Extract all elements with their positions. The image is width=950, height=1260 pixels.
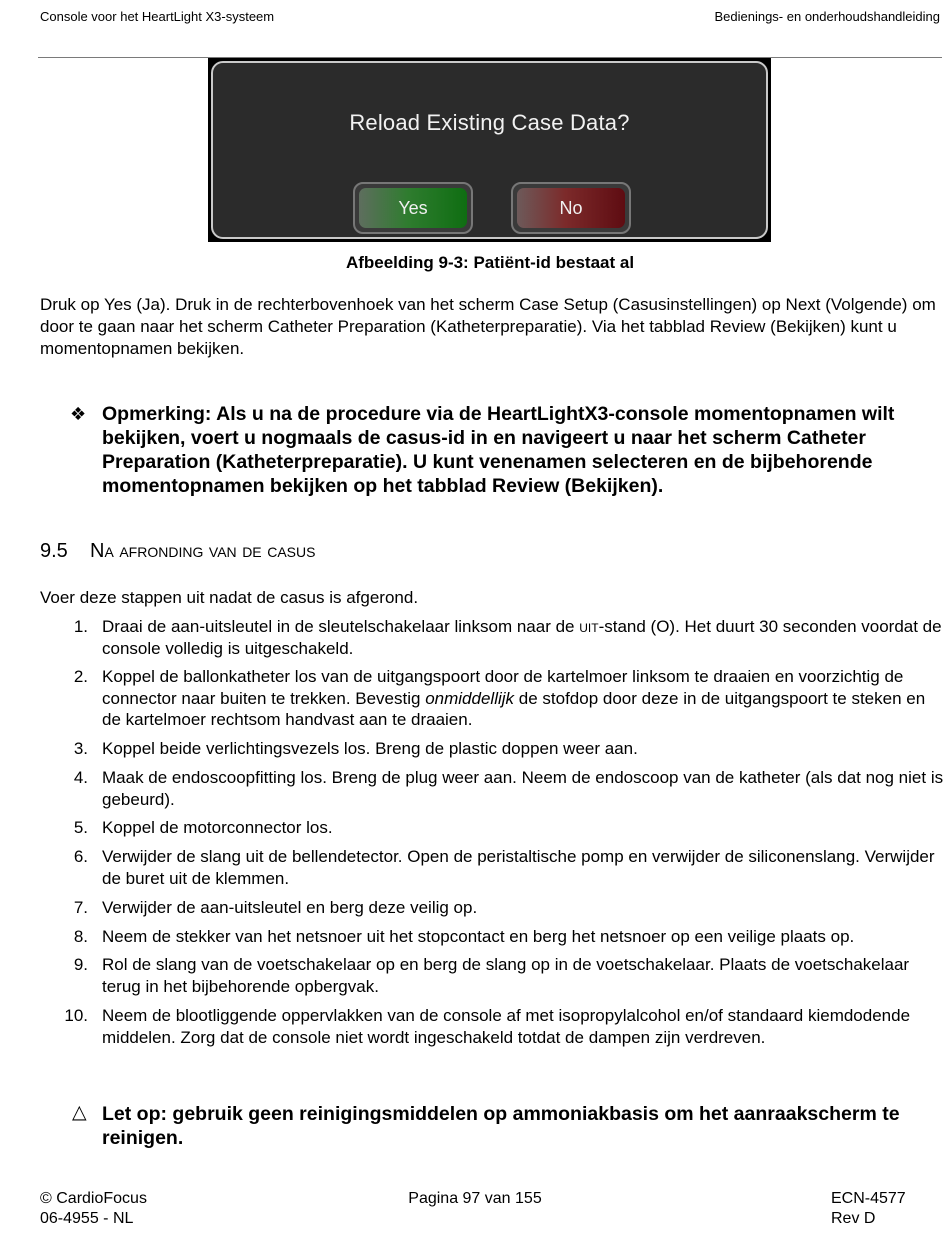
step-text: Maak de endoscoopfitting los. Breng de plug weer aan. Neem de endoscoop van de katheter (als dat nog niet is gebeurd). xyxy=(102,768,944,809)
step-number: 6. xyxy=(73,847,88,866)
step-number: 4. xyxy=(73,768,88,787)
warning-text: Let op: gebruik geen reinigingsmiddelen op ammoniakbasis om het aanraakscherm te reinigen. xyxy=(102,1103,900,1149)
step-text: Draai de aan-uitsleutel in de sleutelschakelaar linksom naar de uit-stand (O). Het duurt 30 seconden voordat de console volledig is uitgeschakeld. xyxy=(102,617,942,658)
step-text: Neem de blootliggende oppervlakken van de console af met isopropylalcohol en/of standaard kiemdodende middelen. Zorg dat de console niet wordt ingeschakeld totdat de dampen zijn verdreven. xyxy=(102,1006,911,1047)
no-button-label: No xyxy=(517,188,625,228)
section-title: Na afronding van de casus xyxy=(90,540,316,562)
dialog-title: Reload Existing Case Data? xyxy=(349,110,630,135)
step-number: 9. xyxy=(73,955,88,974)
no-button[interactable] xyxy=(511,182,631,234)
step-number: 10. xyxy=(64,1006,88,1025)
step-text: Verwijder de slang uit de bellendetector. Open de peristaltische pomp en verwijder de siliconenslang. Verwijder de buret uit de klemmen. xyxy=(102,847,935,888)
step-number: 8. xyxy=(73,927,88,946)
reload-dialog xyxy=(211,61,768,239)
step-number: 1. xyxy=(73,617,88,636)
section-number: 9.5 xyxy=(40,540,68,562)
footer-copyright: © CardioFocus xyxy=(40,1190,147,1207)
footer-right xyxy=(831,1189,906,1229)
step-text: Verwijder de aan-uitsleutel en berg deze veilig op. xyxy=(102,898,478,917)
step-text: Neem de stekker van het netsnoer uit het stopcontact en berg het netsnoer op een veilige plaats op. xyxy=(102,927,855,946)
header-right: Bedienings- en onderhoudshandleiding xyxy=(714,9,940,24)
figure-screenshot xyxy=(208,58,771,242)
intro-text: Voer deze stappen uit nadat de casus is afgerond. xyxy=(40,588,419,607)
step-number: 5. xyxy=(73,818,88,837)
yes-button[interactable] xyxy=(353,182,473,234)
footer-doc-number: 06-4955 - NL xyxy=(40,1210,134,1227)
step-text: Koppel de motorconnector los. xyxy=(102,818,333,837)
header-left: Console voor het HeartLight X3-systeem xyxy=(40,9,275,24)
triangle-warning-icon: △ xyxy=(72,1102,87,1123)
step-number: 3. xyxy=(73,739,88,758)
diamond-bullet-icon: ❖ xyxy=(70,404,87,424)
yes-button-label: Yes xyxy=(359,188,467,228)
step-text: Rol de slang van de voetschakelaar op en berg de slang op in de voetschakelaar. Plaats de voetschakelaar terug in het bijbehorende opbergvak. xyxy=(102,955,910,996)
paragraph-1: Druk op Yes (Ja). Druk in de rechterbovenhoek van het scherm Case Setup (Casusinstellingen) op Next (Volgende) om door te gaan naar het scherm Catheter Preparation (Katheterpreparatie). Via het tabblad Review (Bekijken) kunt u momentopnamen bekijken. xyxy=(40,295,936,358)
note-text: Opmerking: Als u na de procedure via de HeartLightX3-console momentopnamen wilt bekijken, voert u nogmaals de casus-id in en navigeert u naar het scherm Catheter Preparation (Katheterpreparatie). U kunt venenamen selecteren en de bijbehorende momentopnamen bekijken op het tabblad Review (Bekijken). xyxy=(102,403,895,497)
page-number: Pagina 97 van 155 xyxy=(408,1190,542,1207)
step-number: 2. xyxy=(73,667,88,686)
section-heading xyxy=(40,540,315,563)
figure-caption: Afbeelding 9-3: Patiënt-id bestaat al xyxy=(345,253,635,272)
footer-ecn: ECN-4577 xyxy=(831,1190,906,1207)
footer-revision: Rev D xyxy=(831,1210,876,1227)
step-text: Koppel de ballonkatheter los van de uitgangspoort door de kartelmoer linksom te draaien en voorzichtig de connector naar buiten te trekken. Bevestig onmiddellijk de stofdop door deze in de uitgangspoort te steken en de kartelmoer rechtsom handvast aan te draaien. xyxy=(102,667,926,729)
step-number: 7. xyxy=(73,898,88,917)
step-text: Koppel beide verlichtingsvezels los. Breng de plastic doppen weer aan. xyxy=(102,739,638,758)
